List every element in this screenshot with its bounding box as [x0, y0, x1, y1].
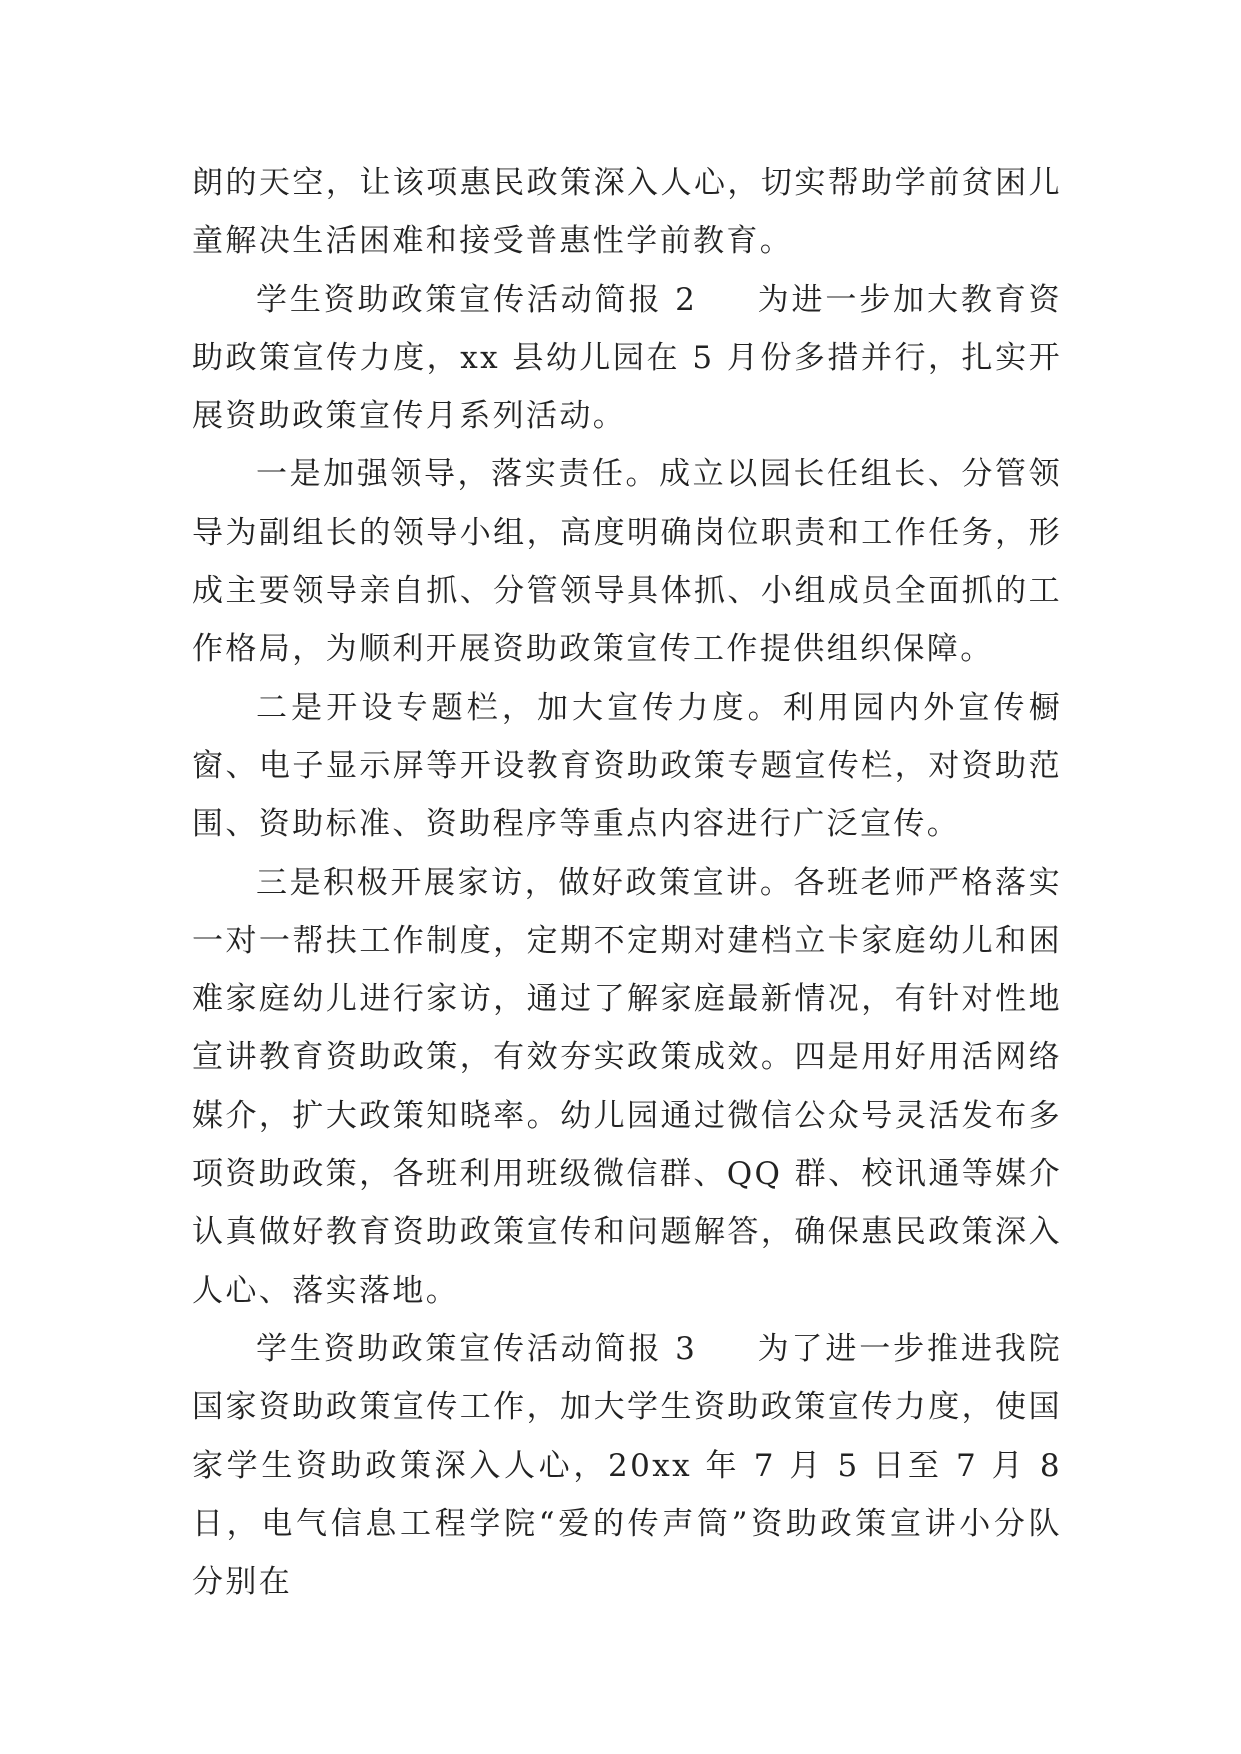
- paragraph-1: 朗的天空，让该项惠民政策深入人心，切实帮助学前贫困儿童解决生活困难和接受普惠性学前教育。: [192, 165, 1062, 260]
- paragraph-2-text: 为进一步加大教育资助政策宣传力度，xx 县幼儿园在 5 月份多措并行，扎实开展资助政策宣传月系列活动。: [192, 281, 1062, 435]
- paragraph-4: 二是开设专题栏，加大宣传力度。利用园内外宣传橱窗、电子显示屏等开设教育资助政策专题宣传栏，对资助范围、资助标准、资助程序等重点内容进行广泛宣传。: [192, 689, 1062, 843]
- paragraph-5: 三是积极开展家访，做好政策宣讲。各班老师严格落实一对一帮扶工作制度，定期不定期对建档立卡家庭幼儿和困难家庭幼儿进行家访，通过了解家庭最新情况，有针对性地宣讲教育资助政策，有效夯实政策成效。四是用好用活网络媒介，扩大政策知晓率。幼儿园通过微信公众号灵活发布多项资助政策，各班利用班级微信群、QQ 群、校讯通等媒介认真做好教育资助政策宣传和问题解答，确保惠民政策深入人心、落实落地。: [192, 864, 1062, 1309]
- paragraph-6: [192, 1320, 1062, 1611]
- paragraph-2: [192, 271, 1062, 446]
- paragraph-3: 一是加强领导，落实责任。成立以园长任组长、分管领导为副组长的领导小组，高度明确岗位职责和工作任务，形成主要领导亲自抓、分管领导具体抓、小组成员全面抓的工作格局，为顺利开展资助政策宣传工作提供组织保障。: [192, 456, 1062, 668]
- paragraph-6-text: 为了进一步推进我院国家资助政策宣传工作，加大学生资助政策宣传力度，使国家学生资助政策深入人心，20xx 年 7 月 5 日至 7 月 8 日，电气信息工程学院“爱的传声筒”资助政策宣讲小分队分别在: [192, 1330, 1062, 1601]
- section-heading-3: 学生资助政策宣传活动简报 3: [256, 1330, 698, 1367]
- document-body: [192, 154, 1062, 1611]
- section-heading-2: 学生资助政策宣传活动简报 2: [256, 281, 698, 318]
